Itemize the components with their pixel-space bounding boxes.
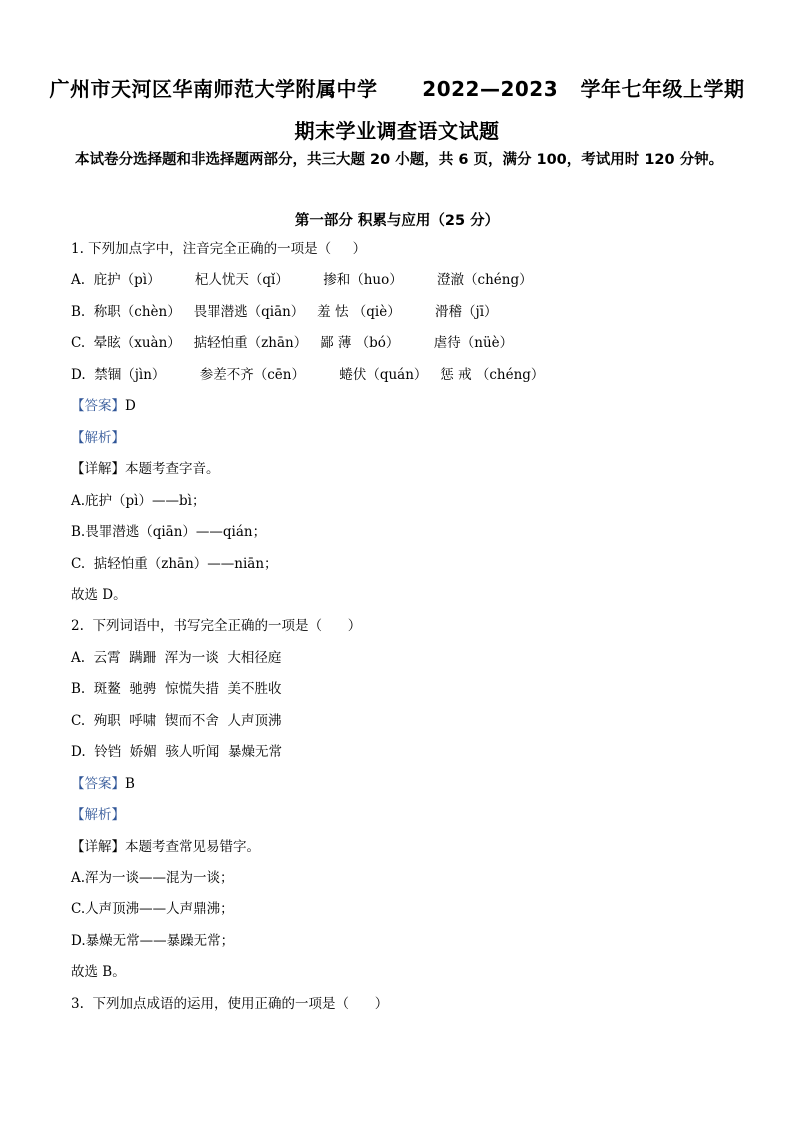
- text-line: [71, 869, 234, 887]
- document-subtitle: 期末学业调查语文试题: [294, 119, 500, 143]
- answer-line: [71, 397, 136, 415]
- text-line: [71, 838, 260, 856]
- answer-line: [71, 775, 135, 793]
- text-line: [71, 963, 126, 981]
- answer-tag: 【答案】: [71, 775, 125, 792]
- text-line: [71, 743, 282, 761]
- text-line: [71, 492, 205, 510]
- answer-line: [71, 429, 125, 447]
- text-line: [71, 995, 388, 1013]
- text-line: [71, 680, 282, 698]
- answer-tag: 【解析】: [71, 807, 125, 824]
- line-text: A.浑为一谈——混为一谈；: [71, 870, 234, 886]
- line-text: A. 庇护（pì） 杞人忧天（qǐ） 掺和（huo） 澄澈（chéng）: [71, 272, 533, 289]
- line-text: C. 晕眩（xuàn） 掂轻怕重（zhān） 鄙 薄 （bó） 虐待（nüè）: [71, 335, 514, 352]
- line-text: 2. 下列词语中，书写完全正确的一项是（ ）: [71, 618, 362, 635]
- answer-tag: 【解析】: [71, 429, 125, 446]
- line-text: D. 铃铛 娇媚 骇人听闻 暴燥无常: [71, 744, 282, 761]
- line-text: D.暴燥无常——暴躁无常；: [71, 932, 235, 949]
- section-heading: 第一部分 积累与应用（25 分）: [294, 213, 500, 229]
- line-text: B: [125, 775, 135, 792]
- text-line: [71, 271, 533, 289]
- text-line: [71, 303, 498, 321]
- line-text: 3. 下列加点成语的运用，使用正确的一项是（ ）: [71, 995, 389, 1012]
- line-text: C. 殉职 呼啸 锲而不舍 人声顶沸: [71, 712, 282, 729]
- line-text: C. 掂轻怕重（zhān）——niān；: [71, 555, 278, 572]
- line-text: B.畏罪潜逃（qiān）——qián；: [71, 524, 267, 541]
- text-line: [71, 523, 266, 541]
- line-text: B. 斑鳌 驰骋 惊慌失措 美不胜收: [71, 681, 282, 698]
- text-line: [71, 712, 281, 730]
- line-text: D: [125, 398, 136, 415]
- text-line: [71, 617, 361, 635]
- text-line: [71, 240, 366, 258]
- exam-instructions: 本试卷分选择题和非选择题两部分，共三大题 20 小题，共 6 页，满分 100，考试用时 120 分钟。: [75, 152, 724, 168]
- text-line: [71, 366, 544, 384]
- document-title: 广州市天河区华南师范大学附属中学 2022—2023 学年七年级上学期: [49, 77, 745, 101]
- text-line: [71, 334, 513, 352]
- text-line: [71, 900, 234, 918]
- text-line: [71, 649, 281, 667]
- line-text: 【详解】本题考查字音。: [71, 461, 220, 478]
- line-text: A.庇护（pì）——bì；: [71, 492, 206, 509]
- line-text: 故选 B。: [71, 964, 126, 981]
- text-line: [71, 586, 127, 604]
- text-line: [71, 932, 234, 950]
- line-text: D. 禁锢（jìn） 参差不齐（cēn） 蜷伏（quán） 惩 戒 （chéng）: [71, 366, 545, 383]
- line-text: 1. 下列加点字中，注音完全正确的一项是（ ）: [71, 241, 367, 257]
- line-text: 故选 D。: [71, 586, 127, 603]
- text-line: [71, 460, 220, 478]
- line-text: C.人声顶沸——人声鼎沸；: [71, 901, 234, 918]
- text-line: [71, 555, 278, 573]
- answer-line: [71, 806, 125, 824]
- line-text: 【详解】本题考查常见易错字。: [71, 838, 260, 855]
- answer-tag: 【答案】: [71, 398, 125, 415]
- line-text: A. 云霄 蹒跚 浑为一谈 大相径庭: [71, 649, 282, 666]
- line-text: B. 称职（chèn） 畏罪潜逃（qiān） 羞 怯 （qiè） 滑稽（jī）: [71, 303, 498, 320]
